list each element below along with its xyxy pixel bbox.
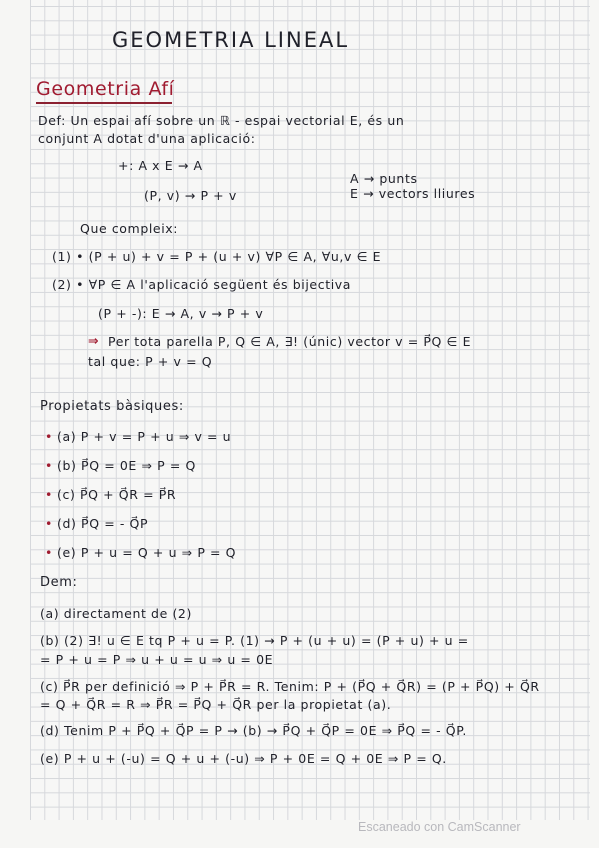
proof-line-c1: (c) P⃗R per definició ⇒ P + P⃗R = R. Tenim: P + (P⃗Q + Q⃗R) = (P + P⃗Q) + Q⃗R bbox=[40, 679, 540, 694]
bullet: • bbox=[45, 487, 53, 502]
note-points: A → punts bbox=[350, 171, 418, 186]
proof-line-c2: = Q + Q⃗R = R ⇒ P⃗R = P⃗Q + Q⃗R per la propietat (a). bbox=[40, 697, 392, 712]
map-line-2: (P, v) → P + v bbox=[144, 188, 237, 203]
bullet: • bbox=[45, 545, 53, 560]
bijection-map: (P + -): E → A, v → P + v bbox=[98, 306, 264, 321]
proof-line-a: (a) directament de (2) bbox=[40, 606, 192, 621]
bullet: • bbox=[45, 516, 53, 531]
section-underline bbox=[36, 102, 172, 104]
property-b: (b) P⃗Q = 0E ⇒ P = Q bbox=[57, 458, 196, 473]
section-heading: Geometria Afí bbox=[36, 78, 175, 100]
proof-line-d: (d) Tenim P + P⃗Q + Q⃗P = P → (b) → P⃗Q + Q⃗P = 0E ⇒ P⃗Q = - Q⃗P. bbox=[40, 723, 467, 738]
proof-line-b2: = P + u = P ⇒ u + u = u ⇒ u = 0E bbox=[40, 652, 274, 667]
definition-line-2: conjunt A dotat d'una aplicació: bbox=[38, 131, 256, 146]
properties-heading: Propietats bàsiques: bbox=[40, 399, 184, 414]
consequence-line-1: Per tota parella P, Q ∈ A, ∃! (únic) vector v = P⃗Q ∈ E bbox=[108, 334, 472, 349]
bullet: • bbox=[45, 429, 53, 444]
property-a: (a) P + v = P + u ⇒ v = u bbox=[57, 429, 232, 444]
note-vectors: E → vectors lliures bbox=[350, 186, 476, 201]
definition-line-1: Def: Un espai afí sobre un ℝ - espai vectorial E, és un bbox=[38, 113, 405, 128]
property-e: (e) P + u = Q + u ⇒ P = Q bbox=[57, 545, 237, 560]
complies-heading: Que compleix: bbox=[80, 221, 179, 236]
consequence-line-2: tal que: P + v = Q bbox=[88, 354, 213, 369]
proof-line-b1: (b) (2) ∃! u ∈ E tq P + u = P. (1) → P + (u + u) = (P + u) + u = bbox=[40, 633, 469, 648]
axiom-1: (1) • (P + u) + v = P + (u + v) ∀P ∈ A, ∀u,v ∈ E bbox=[52, 249, 382, 264]
map-line-1: +: A x E → A bbox=[118, 158, 203, 173]
page-title: GEOMETRIA LINEAL bbox=[112, 28, 350, 52]
proof-line-e: (e) P + u + (-u) = Q + u + (-u) ⇒ P + 0E = Q + 0E ⇒ P = Q. bbox=[40, 751, 447, 766]
property-c: (c) P⃗Q + Q⃗R = P⃗R bbox=[57, 487, 177, 502]
property-d: (d) P⃗Q = - Q⃗P bbox=[57, 516, 149, 531]
implies-arrow: ⇒ bbox=[88, 333, 100, 348]
bullet: • bbox=[45, 458, 53, 473]
proof-heading: Dem: bbox=[40, 575, 78, 590]
axiom-2: (2) • ∀P ∈ A l'aplicació següent és bijectiva bbox=[52, 277, 352, 292]
scanner-watermark: Escaneado con CamScanner bbox=[358, 820, 521, 834]
